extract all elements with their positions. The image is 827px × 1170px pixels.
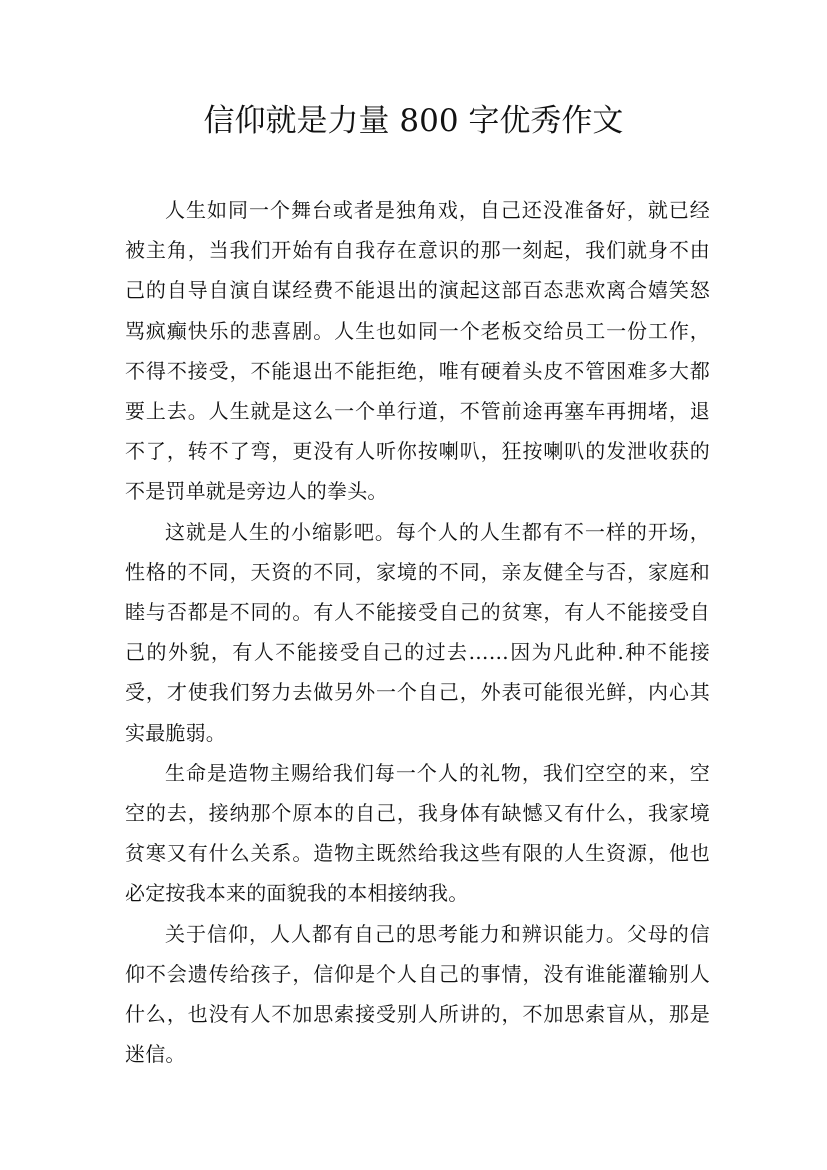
document-title: 信仰就是力量 800 字优秀作文	[203, 103, 624, 139]
paragraph: 这就是人生的小缩影吧。每个人的人生都有不一样的开场，性格的不同，天资的不同，家境的不同，亲友健全与否，家庭和睦与否都是不同的。有人不能接受自己的贫寒，有人不能接受自己的外貌，有人不能接受自己的过去……因为凡此种.种不能接受，才使我们努力去做另外一个自己，外表可能很光鲜，内心其实最脆弱。	[125, 519, 710, 745]
paragraph: 生命是造物主赐给我们每一个人的礼物，我们空空的来，空空的去，接纳那个原本的自己，我身体有缺憾又有什么，我家境贫寒又有什么关系。造物主既然给我这些有限的人生资源，他也必定按我本来的面貌我的本相接纳我。	[125, 760, 710, 906]
paragraph: 人生如同一个舞台或者是独角戏，自己还没准备好，就已经被主角，当我们开始有自我存在意识的那一刻起，我们就身不由己的自导自演自谋经费不能退出的演起这部百态悲欢离合嬉笑怒骂疯癫快乐的悲喜剧。人生也如同一个老板交给员工一份工作，不得不接受，不能退出不能拒绝，唯有硬着头皮不管困难多大都要上去。人生就是这么一个单行道，不管前途再塞车再拥堵，退不了，转不了弯，更没有人听你按喇叭，狂按喇叭的发泄收获的不是罚单就是旁边人的拳头。	[125, 198, 710, 504]
paragraph: 关于信仰，人人都有自己的思考能力和辨识能力。父母的信仰不会遗传给孩子，信仰是个人自己的事情，没有谁能灌输别人什么，也没有人不加思索接受别人所讲的，不加思索盲从，那是迷信。	[125, 921, 710, 1067]
document-body	[125, 190, 710, 1074]
